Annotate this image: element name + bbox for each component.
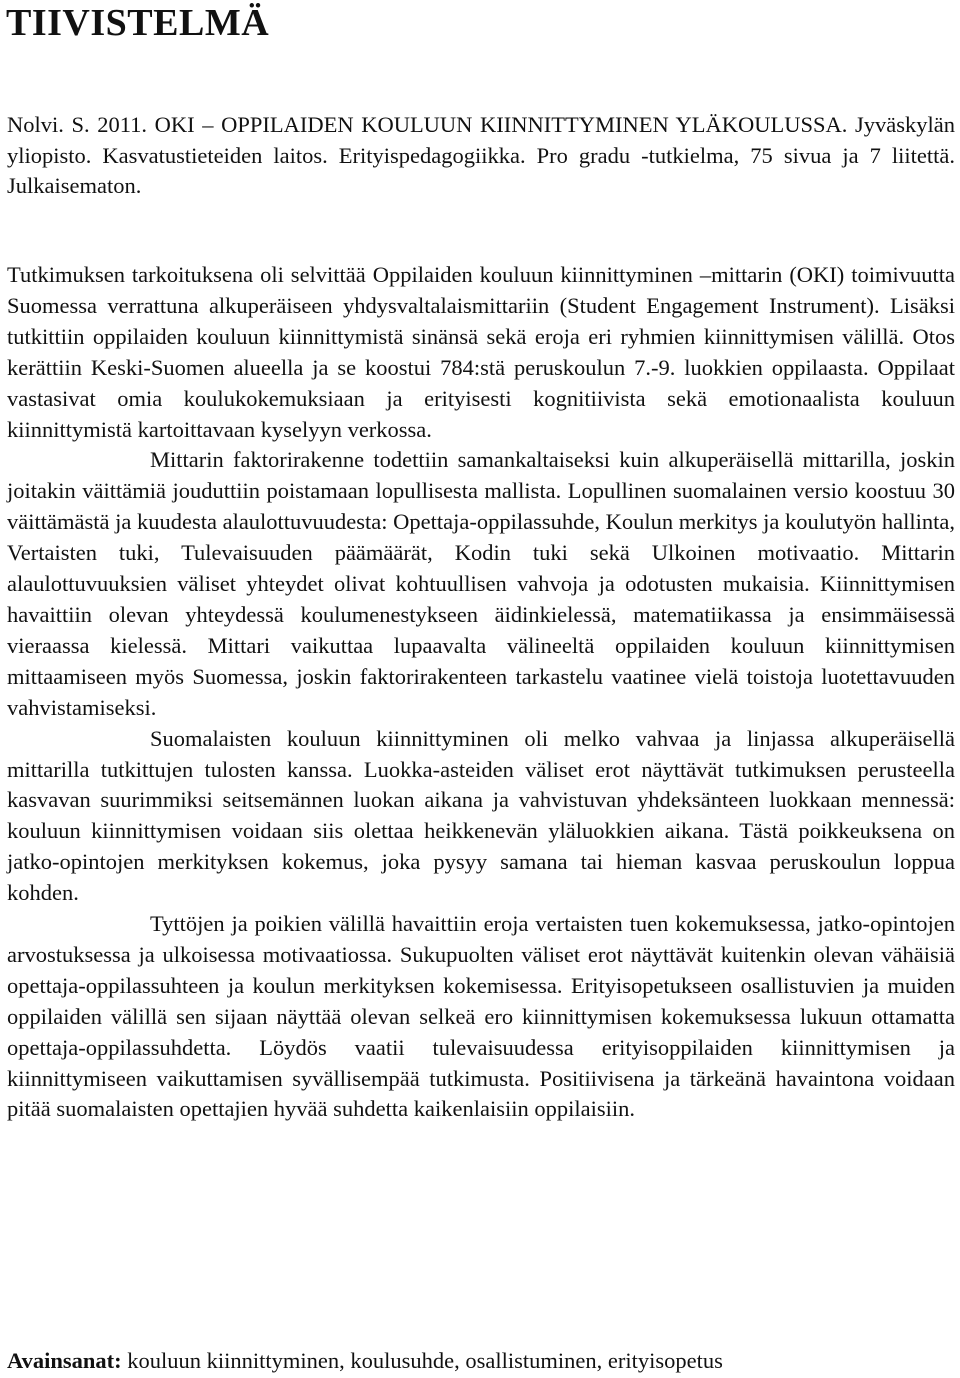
page-title: TIIVISTELMÄ	[6, 2, 270, 44]
abstract-paragraph: Mittarin faktorirakenne todettiin samankaltaiseksi kuin alkuperäisellä mittarilla, joskin joitakin väittämiä jouduttiin poistamaan lopullisesta mallista. Lopullinen suomalainen versio koostuu 30 väittämästä ja kuudesta alaulottuvuudesta: Opettaja-oppilassuhde, Koulun merkitys ja koulutyön hallinta, Vertaisten tuki, Tulevaisuuden päämäärät, Kodin tuki sekä Ulkoinen motivaatio. Mittarin alaulottuvuuksien väliset yhteydet olivat kohtuullisen vahvoja ja odotusten mukaisia. Kiinnittymisen havaittiin olevan yhteydessä koulumenestykseen äidinkielessä, matematiikassa ja ensimmäisessä vieraassa kielessä. Mittari vaikuttaa lupaavalta välineeltä oppilaiden kouluun kiinnittymisen mittaamiseen myös Suomessa, joskin faktorirakenteen tarkastelu vaatinee vielä toistoja luotettavuuden vahvistamiseksi.	[7, 447, 955, 720]
keywords-list: kouluun kiinnittyminen, koulusuhde, osallistuminen, erityisopetus	[121, 1348, 723, 1373]
abstract-paragraph: Tutkimuksen tarkoituksena oli selvittää Oppilaiden kouluun kiinnittyminen –mittarin (OKI) toimivuutta Suomessa verrattuna alkuperäiseen yhdysvaltalaismittariin (Student Engagement Instrument). Lisäksi tutkittiin oppilaiden kouluun kiinnittymistä sinänsä sekä eroja eri ryhmien kiinnittymisen välillä. Otos kerättiin Keski-Suomen alueella ja se koostui 784:stä peruskoulun 7.-9. luokkien oppilaasta. Oppilaat vastasivat omia koulukokemuksiaan ja erityisesti kognitiivista sekä emotionaalista kouluun kiinnittymistä kartoittavaan kyselyyn verkossa.	[7, 262, 955, 442]
abstract-paragraph: Tyttöjen ja poikien välillä havaittiin eroja vertaisten tuen kokemuksessa, jatko-opintojen arvostuksessa ja ulkoisessa motivaatiossa. Sukupuolten väliset erot näyttävät kuitenkin olevan vähäisiä opettaja-oppilassuhteen ja koulun merkityksen kokemisessa. Erityisopetukseen osallistuvien ja muiden oppilaiden välillä sen sijaan näyttää olevan selkeä ero kiinnittymisen kokemuksessa lukuun ottamatta opettaja-oppilassuhdetta. Löydös vaatii tulevaisuudessa erityisoppilaiden kiinnittymisen ja kiinnittymiseen vaikuttamisen syvällisempää tutkimusta. Positiivisena ja tärkeänä havaintona voidaan pitää suomalaisten opettajien hyvää suhdetta kaikenlaisiin oppilaisiin.	[7, 911, 955, 1122]
abstract-paragraph: Suomalaisten kouluun kiinnittyminen oli melko vahvaa ja linjassa alkuperäisellä mittarilla tutkittujen tulosten kanssa. Luokka-asteiden väliset erot näyttävät tutkimuksen perusteella kasvavan suurimmiksi seitsemännen luokan aikana ja vahvistuvan yhdeksänteen luokkaan mennessä: kouluun kiinnittymisen voidaan siis olettaa heikkenevän yläluokkien aikana. Tästä poikkeuksena on jatko-opintojen merkityksen kokemus, joka pysyy samana tai hieman kasvaa peruskoulun loppua kohden.	[7, 725, 955, 906]
bibliographic-info: Nolvi. S. 2011. OKI – OPPILAIDEN KOULUUN KIINNITTYMINEN YLÄKOULUSSA. Jyväskylän yliopisto. Kasvatustieteiden laitos. Erityispedagogiikka. Pro gradu -tutkielma, 75 sivua ja 7 liitettä. Julkaisematon.	[7, 112, 955, 198]
abstract-body	[7, 260, 955, 1125]
keywords-line	[7, 1346, 955, 1376]
keywords-label: Avainsanat:	[7, 1348, 122, 1373]
